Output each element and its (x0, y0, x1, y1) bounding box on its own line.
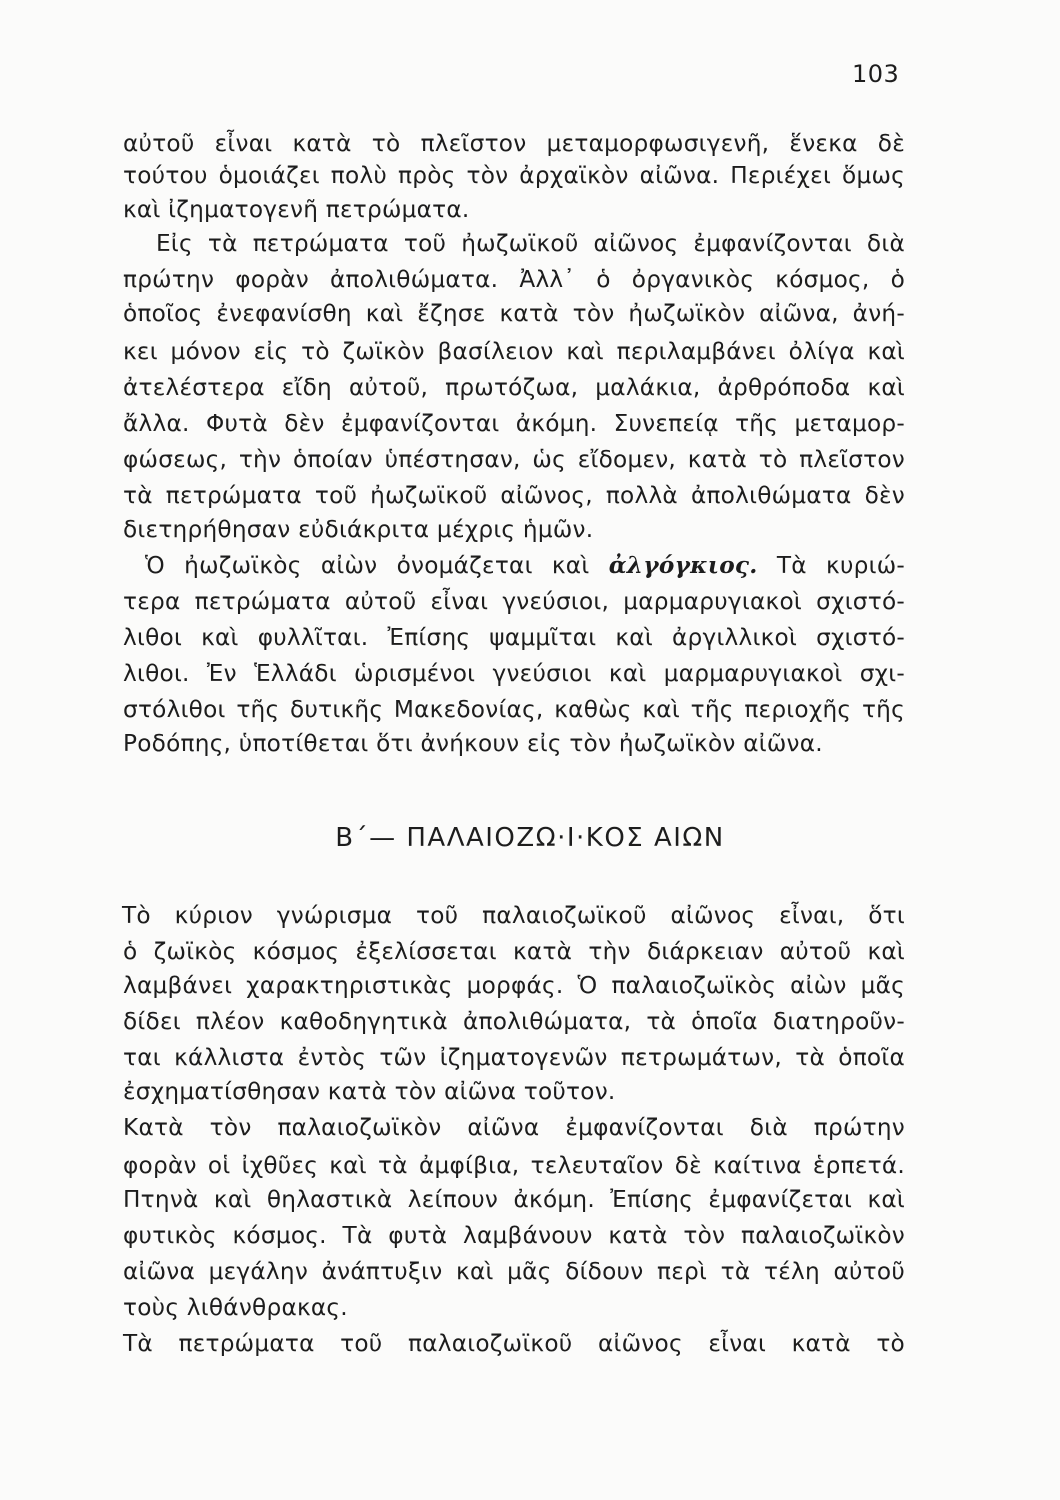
paragraph-line: λαμβάνει χαρακτηριστικὰς μορφάς. Ὁ παλαιοζωϊκὸς αἰὼν μᾶς (123, 972, 905, 999)
paragraph-line: τὰ πετρώματα τοῦ ἠωζωϊκοῦ αἰῶνος, πολλὰ ἀπολιθώματα δὲν (123, 482, 905, 509)
paragraph-line: ὁ ζωϊκὸς κόσμος ἐξελίσσεται κατὰ τὴν διάρκειαν αὐτοῦ καὶ (123, 938, 905, 965)
paragraph-line: αὐτοῦ εἶναι κατὰ τὸ πλεῖστον μεταμορφωσιγενῆ, ἕνεκα δὲ (123, 130, 905, 157)
paragraph-line: φορὰν οἱ ἰχθῦες καὶ τὰ ἀμφίβια, τελευταῖον δὲ καίτινα ἑρπετά. (123, 1152, 905, 1179)
paragraph-line: φυτικὸς κόσμος. Τὰ φυτὰ λαμβάνουν κατὰ τὸν παλαιοζωϊκὸν (123, 1222, 905, 1249)
paragraph-line: Εἰς τὰ πετρώματα τοῦ ἠωζωϊκοῦ αἰῶνος ἐμφανίζονται διὰ (156, 230, 905, 257)
paragraph-line: Τὸ κύριον γνώρισμα τοῦ παλαιοζωϊκοῦ αἰῶνος εἶναι, ὅτι (122, 902, 905, 929)
paragraph-line: λιθοι. Ἐν Ἑλλάδι ὡρισμένοι γνεύσιοι καὶ μαρμαρυγιακοὶ σχι- (123, 660, 905, 687)
term-algonkian: ἀλγόγκιος. (608, 552, 758, 579)
paragraph-line: Τὰ πετρώματα τοῦ παλαιοζωϊκοῦ αἰῶνος εἶναι κατὰ τὸ (123, 1330, 905, 1357)
paragraph-line: στόλιθοι τῆς δυτικῆς Μακεδονίας, καθὼς καὶ τῆς περιοχῆς τῆς (123, 696, 905, 723)
paragraph-line: καὶ ἰζηματογενῆ πετρώματα. (123, 196, 470, 223)
paragraph-line: τούτου ὁμοιάζει πολὺ πρὸς τὸν ἀρχαϊκὸν αἰῶνα. Περιέχει ὅμως (123, 162, 905, 189)
paragraph-line: αἰῶνα μεγάλην ἀνάπτυξιν καὶ μᾶς δίδουν περὶ τὰ τέλη αὐτοῦ (123, 1258, 905, 1285)
paragraph-line: φώσεως, τὴν ὁποίαν ὑπέστησαν, ὡς εἴδομεν, κατὰ τὸ πλεῖστον (123, 446, 905, 473)
paragraph-line: Πτηνὰ καὶ θηλαστικὰ λείπουν ἀκόμη. Ἐπίσης ἐμφανίζεται καὶ (123, 1186, 905, 1213)
paragraph-line-text: Τὰ κυριώ- (776, 552, 905, 579)
paragraph-line-text: Ὁ ἠωζωϊκὸς αἰὼν ὀνομάζεται καὶ (145, 552, 590, 579)
paragraph-line (145, 550, 905, 582)
page-number: 103 (852, 60, 900, 88)
section-heading: Β΄— ΠΑΛΑΙΟΖΩ·Ι·ΚΟΣ ΑΙΩΝ (335, 823, 725, 853)
paragraph-line: λιθοι καὶ φυλλῖται. Ἐπίσης ψαμμῖται καὶ ἀργιλλικοὶ σχιστό- (123, 624, 905, 651)
paragraph-line: τοὺς λιθάνθρακας. (123, 1294, 348, 1321)
paragraph-line: κει μόνον εἰς τὸ ζωϊκὸν βασίλειον καὶ περιλαμβάνει ὀλίγα καὶ (123, 338, 905, 365)
paragraph-line: Ροδόπης, ὑποτίθεται ὅτι ἀνήκουν εἰς τὸν ἠωζωϊκὸν αἰῶνα. (123, 730, 823, 757)
paragraph-line: ἀτελέστερα εἴδη αὐτοῦ, πρωτόζωα, μαλάκια, ἀρθρόποδα καὶ (123, 374, 905, 401)
paragraph-line: ὁποῖος ἐνεφανίσθη καὶ ἔζησε κατὰ τὸν ἠωζωϊκὸν αἰῶνα, ἀνή- (123, 300, 905, 327)
paragraph-line: τερα πετρώματα αὐτοῦ εἶναι γνεύσιοι, μαρμαρυγιακοὶ σχιστό- (123, 588, 905, 615)
paragraph-line: ἐσχηματίσθησαν κατὰ τὸν αἰῶνα τοῦτον. (123, 1078, 616, 1105)
paragraph-line: πρώτην φορὰν ἀπολιθώματα. Ἀλλ᾽ ὁ ὀργανικὸς κόσμος, ὁ (123, 266, 905, 293)
paragraph-line: ἄλλα. Φυτὰ δὲν ἐμφανίζονται ἀκόμη. Συνεπείᾳ τῆς μεταμορ- (123, 410, 905, 437)
paragraph-line: διετηρήθησαν εὐδιάκριτα μέχρις ἡμῶν. (123, 516, 594, 543)
paragraph-line: Κατὰ τὸν παλαιοζωϊκὸν αἰῶνα ἐμφανίζονται διὰ πρώτην (123, 1114, 905, 1141)
paragraph-line: ται κάλλιστα ἐντὸς τῶν ἰζηματογενῶν πετρωμάτων, τὰ ὁποῖα (123, 1044, 905, 1071)
paragraph-line: δίδει πλέον καθοδηγητικὰ ἀπολιθώματα, τὰ ὁποῖα διατηροῦν- (123, 1008, 905, 1035)
